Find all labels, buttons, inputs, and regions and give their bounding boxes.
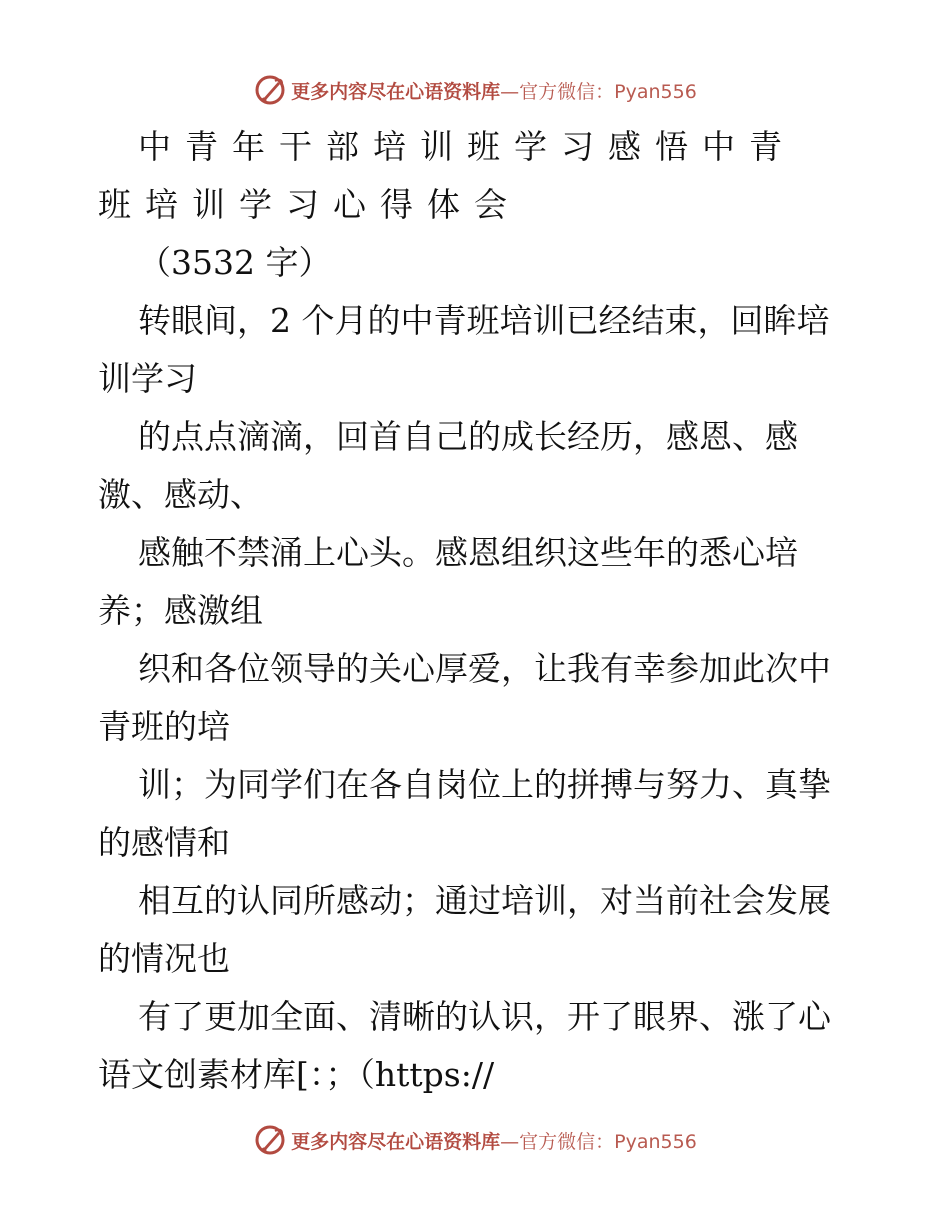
watermark-separator: — — [500, 1130, 520, 1153]
watermark-separator: — — [500, 80, 520, 103]
watermark-brand: 更多内容尽在心语资料库 — [291, 80, 501, 103]
watermark-text — [291, 1127, 697, 1154]
document-body — [98, 118, 858, 1104]
paragraph-line: 训学习 — [98, 359, 197, 398]
paragraph-line: 青班的培 — [98, 707, 230, 746]
watermark-brand: 更多内容尽在心语资料库 — [291, 1130, 501, 1153]
quill-pen-circle-icon — [253, 73, 287, 107]
paragraph-line: 感触不禁涌上心头。感恩组织这些年的悉心培 — [138, 533, 798, 572]
paragraph-line: 激、感动、 — [98, 475, 263, 514]
paragraph-line: 转眼间，2 个月的中青班培训已经结束，回眸培 — [138, 301, 830, 340]
watermark-text — [291, 77, 697, 104]
document-title-line-1: 中青年干部培训班学习感悟中青 — [138, 127, 796, 166]
paragraph-line: 有了更加全面、清晰的认识，开了眼界、涨了心 — [138, 997, 831, 1036]
paragraph-line: 养；感激组 — [98, 591, 263, 630]
paragraph-line: 相互的认同所感动；通过培训，对当前社会发展 — [138, 881, 831, 920]
paragraph-line: 语文创素材库[：；（https:// — [98, 1055, 495, 1094]
paragraph-line: 的点点滴滴，回首自己的成长经历，感恩、感 — [138, 417, 798, 456]
paragraph-line: 织和各位领导的关心厚爱，让我有幸参加此次中 — [138, 649, 831, 688]
paragraph-line: 的感情和 — [98, 823, 230, 862]
watermark-contact: 官方微信：Pyan556 — [519, 1130, 697, 1153]
quill-pen-circle-icon — [253, 1123, 287, 1157]
word-count: （3532 字） — [138, 243, 332, 282]
watermark-banner-bottom — [0, 1120, 950, 1160]
document-title-line-2: 班培训学习心得体会 — [98, 185, 521, 224]
watermark-contact: 官方微信：Pyan556 — [519, 80, 697, 103]
paragraph-line: 的情况也 — [98, 939, 230, 978]
paragraph-line: 训；为同学们在各自岗位上的拼搏与努力、真挚 — [138, 765, 831, 804]
watermark-banner-top — [0, 70, 950, 110]
